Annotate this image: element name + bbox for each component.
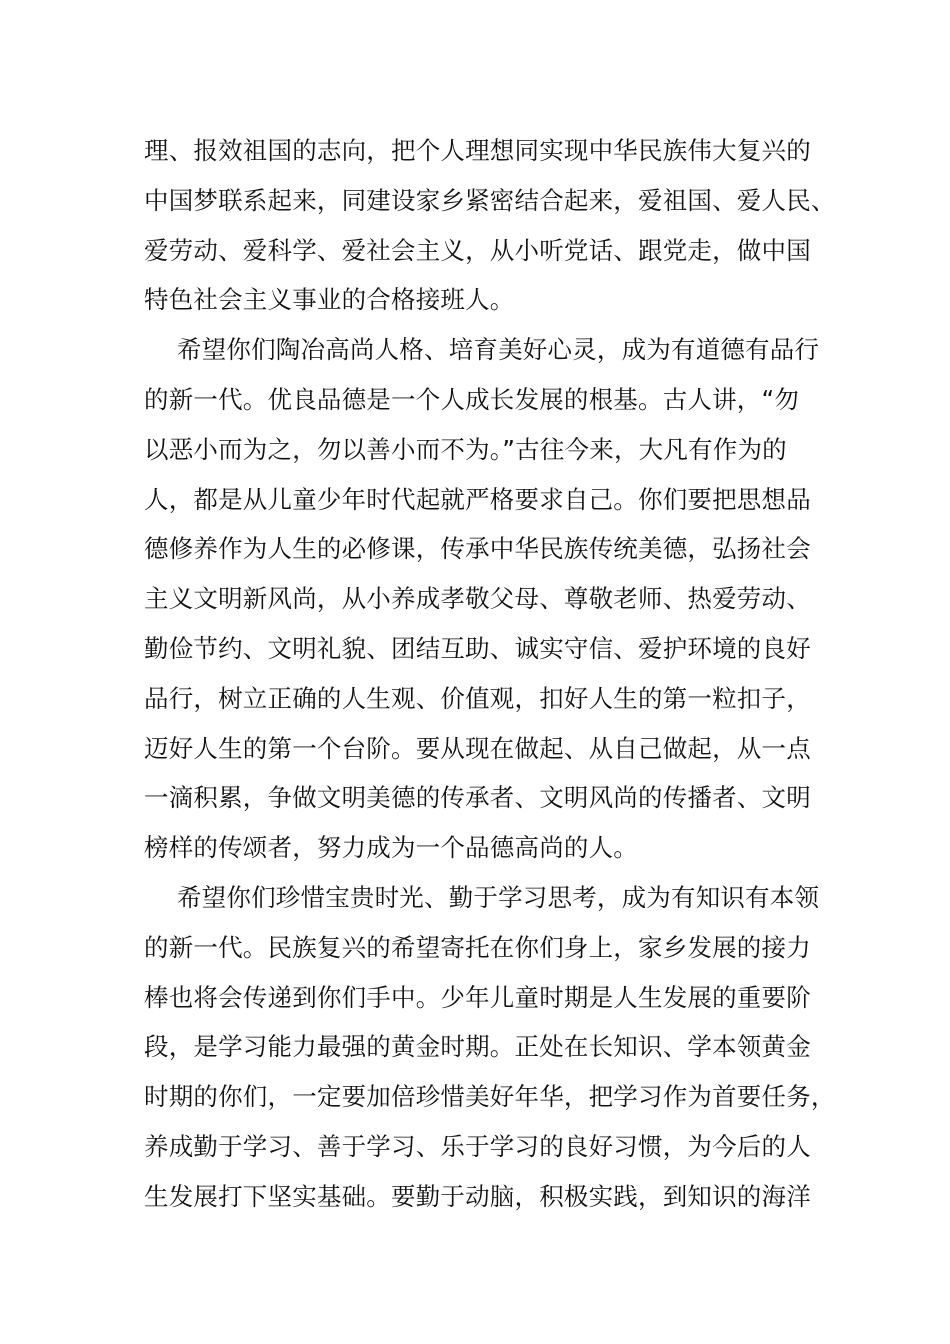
text-line: 的新一代。民族复兴的希望寄托在你们身上，家乡发展的接力 bbox=[144, 932, 811, 962]
text-line: 生发展打下坚实基础。要勤于动脑，积极实践，到知识的海洋 bbox=[144, 1181, 811, 1211]
text-line: 时期的你们，一定要加倍珍惜美好年华，把学习作为首要任务， bbox=[144, 1082, 836, 1112]
text-line: 养成勤于学习、善于学习、乐于学习的良好习惯，为今后的人 bbox=[144, 1131, 811, 1161]
text-line: 人，都是从儿童少年时代起就严格要求自己。你们要把思想品 bbox=[144, 484, 811, 514]
text-line: 德修养作为人生的必修课，传承中华民族传统美德，弘扬社会 bbox=[144, 534, 811, 564]
paragraph-first-line: 希望你们珍惜宝贵时光、勤于学习思考，成为有知识有本领 bbox=[177, 882, 820, 912]
text-line: 段，是学习能力最强的黄金时期。正处在长知识、学本领黄金 bbox=[144, 1032, 811, 1062]
text-line: 棒也将会传递到你们手中。少年儿童时期是人生发展的重要阶 bbox=[144, 982, 811, 1012]
text-line: 特色社会主义事业的合格接班人。 bbox=[144, 285, 515, 315]
paragraph-first-line: 希望你们陶冶高尚人格、培育美好心灵，成为有道德有品行 bbox=[177, 335, 820, 365]
text-line: 以恶小而为之，勿以善小而不为。”古往今来，大凡有作为的 bbox=[144, 434, 787, 464]
text-line: 品行，树立正确的人生观、价值观，扣好人生的第一粒扣子， bbox=[144, 683, 811, 713]
text-line: 榜样的传颂者，努力成为一个品德高尚的人。 bbox=[144, 833, 638, 863]
text-line: 主义文明新风尚，从小养成孝敬父母、尊敬老师、热爱劳动、 bbox=[144, 584, 811, 614]
text-line: 一滴积累，争做文明美德的传承者、文明风尚的传播者、文明 bbox=[144, 783, 811, 813]
text-line: 爱劳动、爱科学、爱社会主义，从小听党话、跟党走，做中国 bbox=[144, 235, 811, 265]
text-line: 迈好人生的第一个台阶。要从现在做起、从自己做起，从一点 bbox=[144, 733, 811, 763]
text-line: 理、报效祖国的志向，把个人理想同实现中华民族伟大复兴的 bbox=[144, 136, 811, 165]
text-line: 的新一代。优良品德是一个人成长发展的根基。古人讲，“勿 bbox=[144, 384, 800, 414]
document-body-text bbox=[144, 126, 836, 1222]
text-line: 中国梦联系起来，同建设家乡紧密结合起来，爱祖国、爱人民、 bbox=[144, 185, 836, 215]
text-line: 勤俭节约、文明礼貌、团结互助、诚实守信、爱护环境的良好 bbox=[144, 633, 811, 663]
